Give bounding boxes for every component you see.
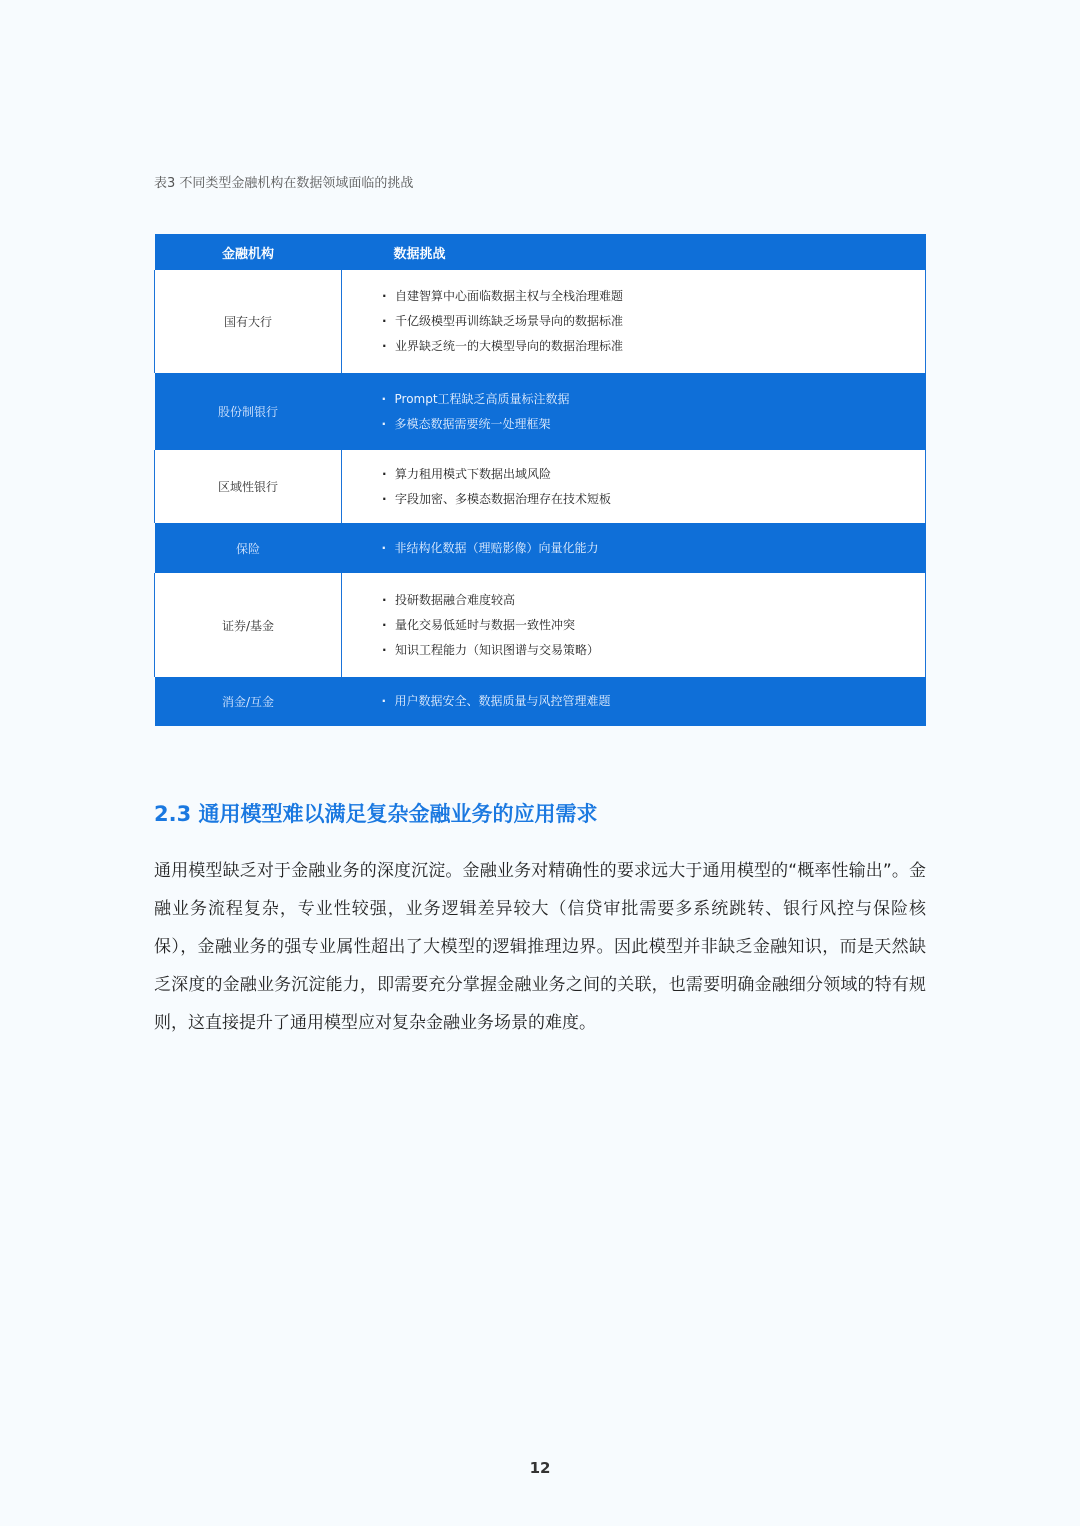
challenges-cell bbox=[342, 270, 926, 373]
institution-cell: 区域性银行 bbox=[155, 450, 342, 523]
institution-cell: 国有大行 bbox=[155, 270, 342, 373]
table-row bbox=[155, 573, 926, 677]
challenge-point: · 字段加密、多模态数据治理存在技术短板 bbox=[382, 487, 925, 512]
challenge-point: · Prompt工程缺乏高质量标注数据 bbox=[382, 387, 926, 412]
table-row bbox=[155, 270, 926, 373]
challenge-point: · 业界缺乏统一的大模型导向的数据治理标准 bbox=[382, 334, 925, 359]
challenge-point: · 投研数据融合难度较高 bbox=[382, 588, 925, 613]
table-row bbox=[155, 450, 926, 523]
challenge-point: · 多模态数据需要统一处理框架 bbox=[382, 412, 926, 437]
challenges-cell bbox=[342, 450, 926, 523]
challenges-cell bbox=[342, 523, 926, 573]
challenge-point: · 自建智算中心面临数据主权与全栈治理难题 bbox=[382, 284, 925, 309]
table-header-row bbox=[155, 234, 926, 270]
table-row bbox=[155, 523, 926, 573]
page-number: 12 bbox=[529, 1459, 551, 1477]
body-paragraph: 通用模型缺乏对于金融业务的深度沉淀。金融业务对精确性的要求远大于通用模型的“概率性输出”。金融业务流程复杂，专业性较强，业务逻辑差异较大（信贷审批需要多系统跳转、银行风控与保险核保），金融业务的强专业属性超出了大模型的逻辑推理边界。因此模型并非缺乏金融知识，而是天然缺乏深度的金融业务沉淀能力，即需要充分掌握金融业务之间的关联，也需要明确金融细分领域的特有规则，这直接提升了通用模型应对复杂金融业务场景的难度。 bbox=[154, 861, 926, 1033]
table-row bbox=[155, 677, 926, 726]
institution-cell: 消金/互金 bbox=[221, 695, 275, 709]
challenge-point: · 非结构化数据（理赔影像）向量化能力 bbox=[382, 536, 926, 561]
challenge-point: · 用户数据安全、数据质量与风控管理难题 bbox=[382, 689, 926, 714]
challenges-cell bbox=[342, 677, 926, 726]
institution-cell: 保险 bbox=[235, 541, 260, 556]
challenges-cell bbox=[342, 573, 926, 677]
challenge-point: · 算力租用模式下数据出域风险 bbox=[382, 462, 925, 487]
challenges-table bbox=[154, 234, 926, 726]
challenge-point: · 知识工程能力（知识图谱与交易策略） bbox=[382, 638, 925, 663]
table-caption: 表3 不同类型金融机构在数据领域面临的挑战 bbox=[154, 176, 414, 191]
header-institution: 金融机构 bbox=[221, 246, 274, 262]
challenge-point: · 千亿级模型再训练缺乏场景导向的数据标准 bbox=[382, 309, 925, 334]
header-challenges: 数据挑战 bbox=[393, 246, 446, 262]
challenge-point: · 量化交易低延时与数据一致性冲突 bbox=[382, 613, 925, 638]
table-row bbox=[155, 373, 926, 450]
challenges-cell bbox=[342, 373, 926, 450]
institution-cell: 证券/基金 bbox=[155, 573, 342, 677]
institution-cell: 股份制银行 bbox=[217, 405, 278, 419]
section-title: 2.3 通用模型难以满足复杂金融业务的应用需求 bbox=[154, 802, 598, 826]
